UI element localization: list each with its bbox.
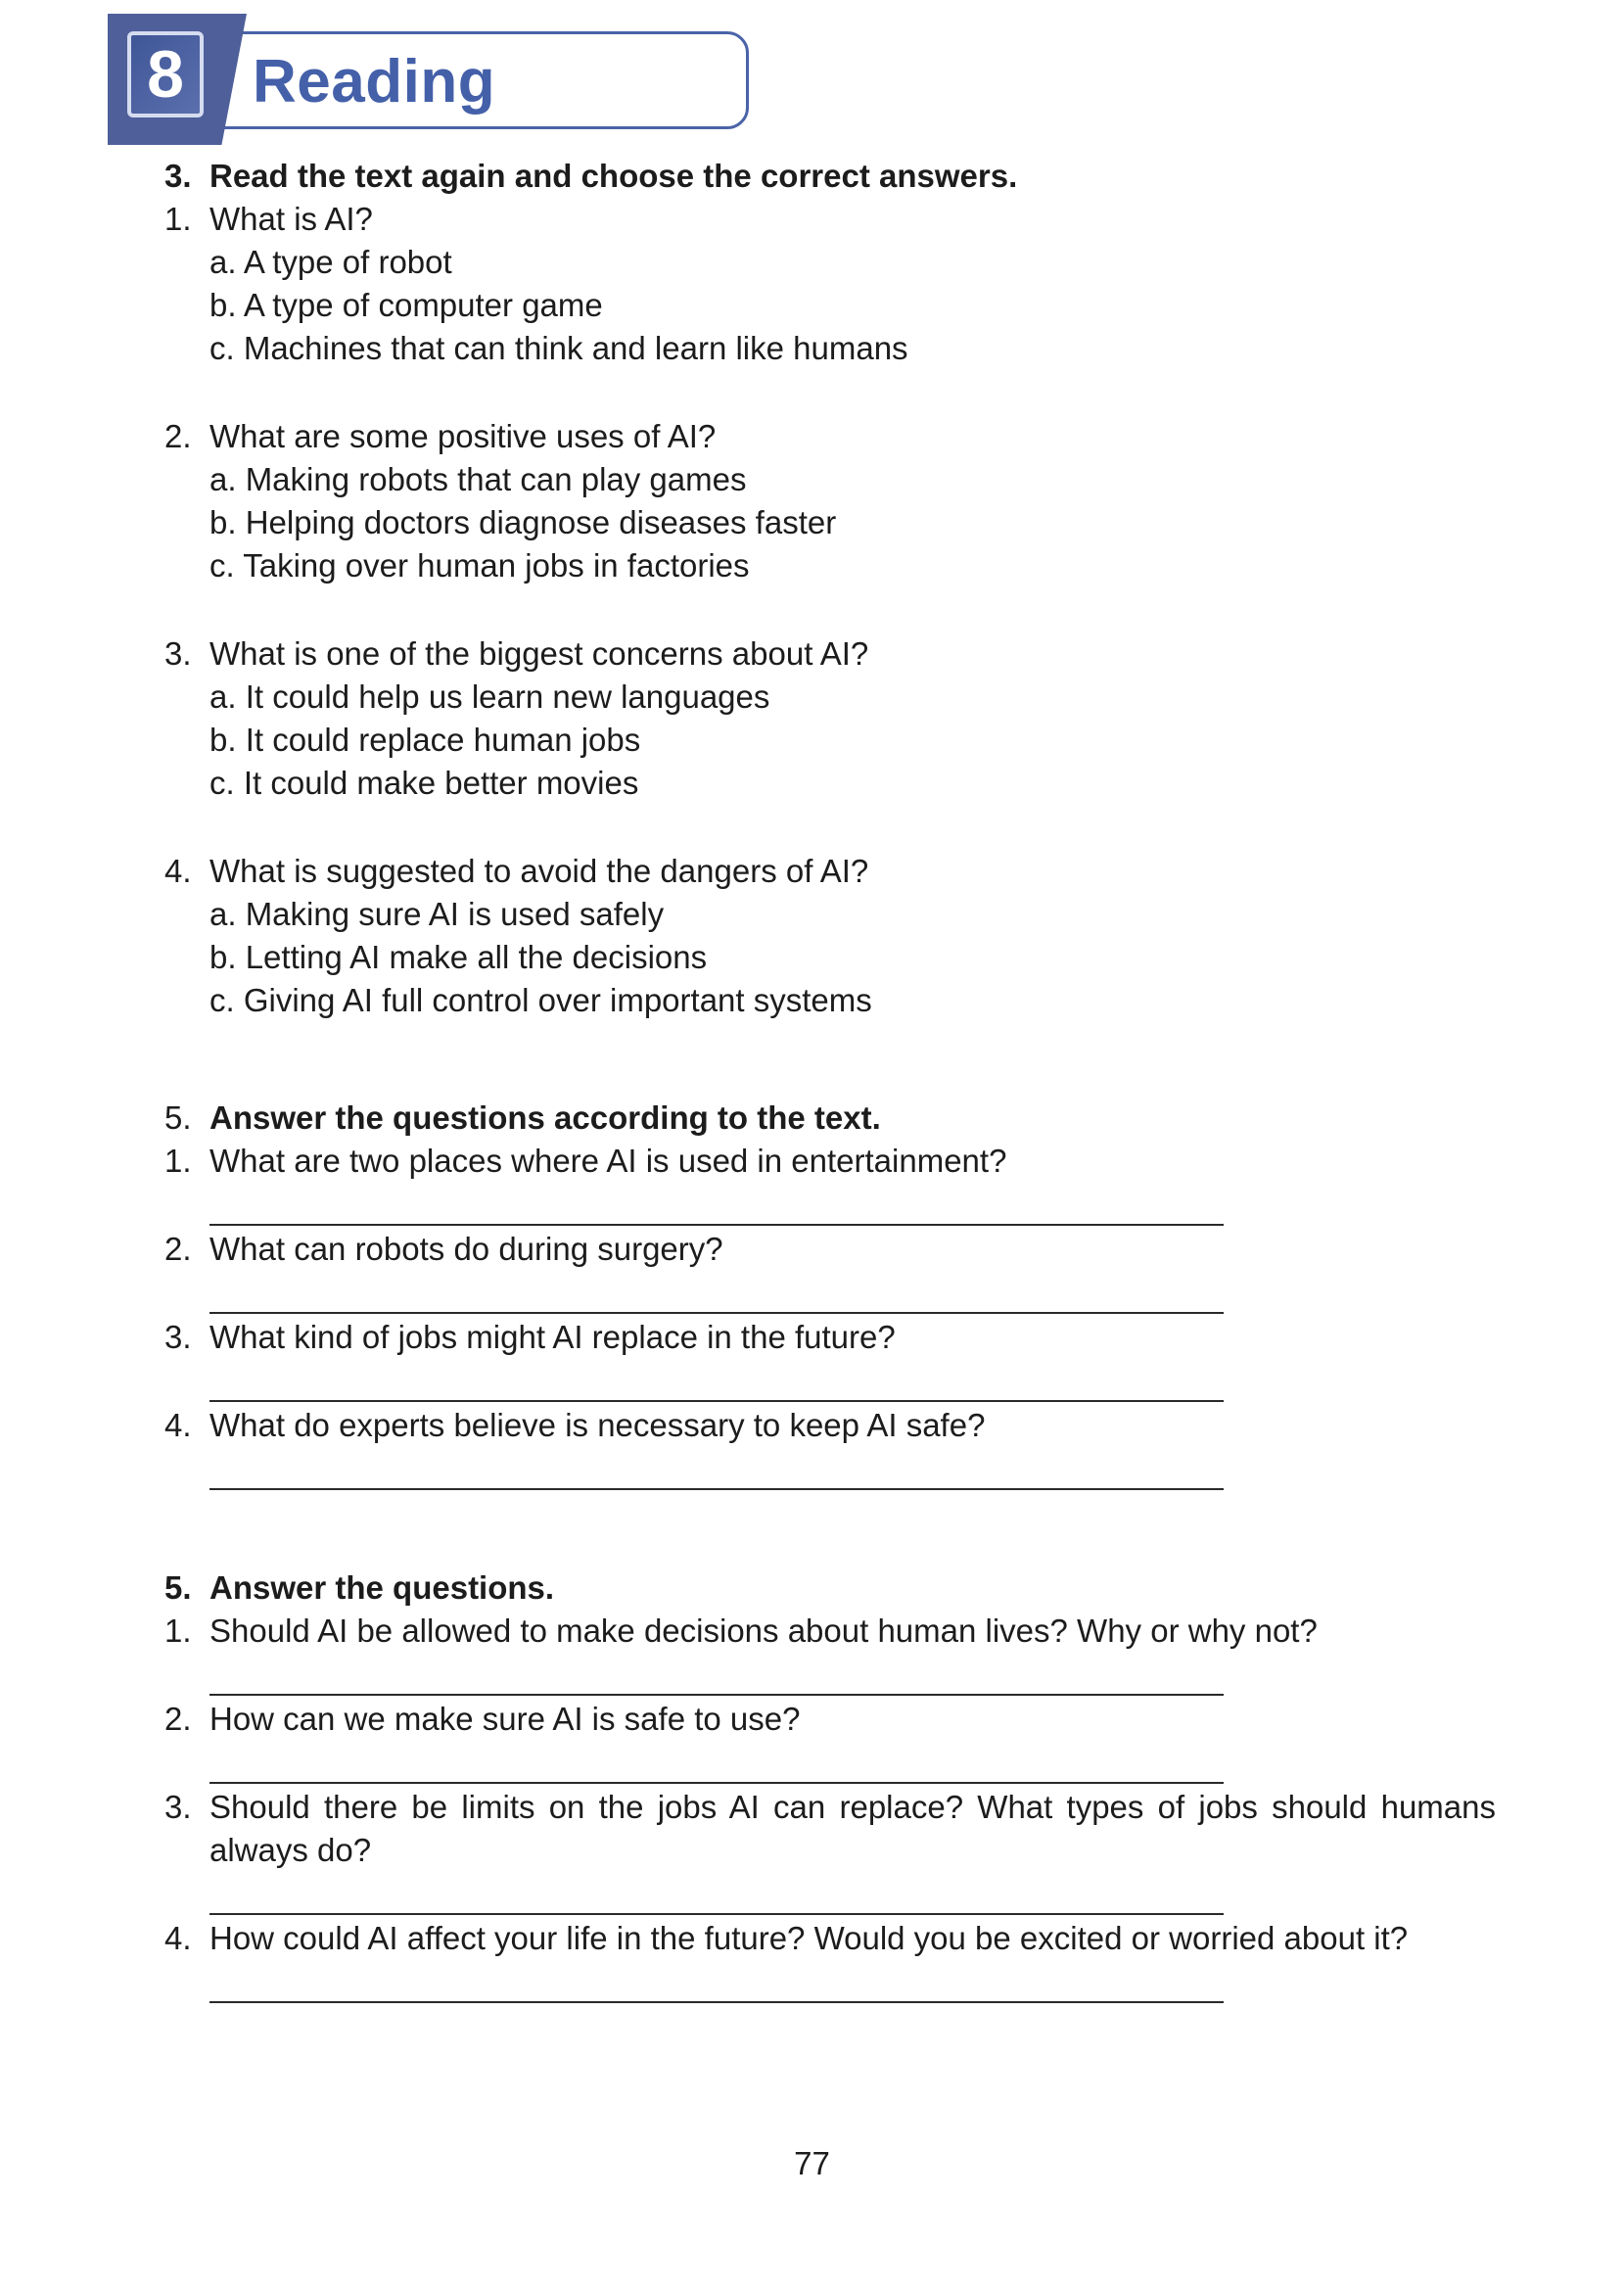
- answer-line[interactable]: [209, 1872, 1224, 1915]
- question: [164, 1917, 1496, 1960]
- answer-option[interactable]: a. A type of robot: [209, 244, 452, 280]
- answer-option[interactable]: a. It could help us learn new languages: [209, 678, 770, 715]
- question-number: 4.: [164, 1920, 192, 1956]
- question-number: 2.: [164, 418, 192, 454]
- question-text: How can we make sure AI is safe to use?: [209, 1701, 801, 1737]
- answer-line[interactable]: [209, 1183, 1224, 1226]
- question-text: What are two places where AI is used in entertainment?: [209, 1143, 1007, 1179]
- question-number: 4.: [164, 1407, 192, 1443]
- question-number: 3.: [164, 635, 192, 672]
- answer-option[interactable]: a. Making robots that can play games: [209, 461, 747, 497]
- question-text: What can robots do during surgery?: [209, 1231, 723, 1267]
- question-number: 2.: [164, 1231, 192, 1267]
- section-heading: [164, 1097, 1496, 1140]
- question-number: 1.: [164, 1143, 192, 1179]
- unit-header: [108, 14, 754, 145]
- question-number: 3.: [164, 1319, 192, 1355]
- question: [164, 1140, 1496, 1183]
- question-text: What do experts believe is necessary to keep AI safe?: [209, 1407, 986, 1443]
- page-number: 77: [794, 2145, 830, 2181]
- worksheet-content: [164, 155, 1496, 2005]
- answer-line[interactable]: [209, 1271, 1224, 1314]
- question: [164, 1610, 1496, 1653]
- section-number: 5.: [164, 1569, 192, 1606]
- section-heading-text: Answer the questions.: [209, 1569, 555, 1606]
- answer-option[interactable]: c. Machines that can think and learn like humans: [209, 330, 908, 366]
- question-text: Should there be limits on the jobs AI can replace? What types of jobs should humans always do?: [209, 1789, 1496, 1868]
- answer-option[interactable]: b. It could replace human jobs: [209, 722, 641, 758]
- question-text: What are some positive uses of AI?: [209, 418, 717, 454]
- answer-option[interactable]: b. A type of computer game: [209, 287, 603, 323]
- section-heading: [164, 1566, 1496, 1610]
- answer-option[interactable]: c. Giving AI full control over important systems: [209, 982, 872, 1018]
- question-block: [164, 415, 1496, 587]
- question: [164, 1404, 1496, 1447]
- question-number: 3.: [164, 1789, 192, 1825]
- question-number: 4.: [164, 853, 192, 889]
- answer-line[interactable]: [209, 1359, 1224, 1402]
- question-block: [164, 198, 1496, 370]
- question: [164, 1228, 1496, 1271]
- question-number: 1.: [164, 201, 192, 237]
- question-text: What kind of jobs might AI replace in the future?: [209, 1319, 896, 1355]
- question-block: [164, 632, 1496, 805]
- section-multiple-choice: [164, 155, 1496, 1022]
- answer-option[interactable]: a. Making sure AI is used safely: [209, 896, 665, 932]
- question: [164, 850, 1496, 893]
- question-text: What is suggested to avoid the dangers of AI?: [209, 853, 869, 889]
- question-block: [164, 850, 1496, 1022]
- question: [164, 1698, 1496, 1741]
- section-heading-text: Answer the questions according to the text.: [209, 1099, 881, 1136]
- unit-number: 8: [147, 37, 184, 112]
- section-text-questions: [164, 1097, 1496, 1490]
- page-title: Reading: [253, 48, 496, 116]
- answer-option[interactable]: c. It could make better movies: [209, 765, 639, 801]
- question: [164, 632, 1496, 676]
- section-number: 5.: [164, 1099, 192, 1136]
- question: [164, 1786, 1496, 1872]
- section-spacer: [164, 1492, 1496, 1566]
- answer-option[interactable]: b. Helping doctors diagnose diseases faster: [209, 504, 837, 540]
- answer-line[interactable]: [209, 1960, 1224, 2003]
- answer-line[interactable]: [209, 1653, 1224, 1696]
- question: [164, 198, 1496, 241]
- question: [164, 1316, 1496, 1359]
- section-heading-text: Read the text again and choose the correct answers.: [209, 158, 1018, 194]
- section-open-questions: [164, 1566, 1496, 2003]
- answer-line[interactable]: [209, 1741, 1224, 1784]
- section-heading: [164, 155, 1496, 198]
- question-number: 2.: [164, 1701, 192, 1737]
- question-text: What is one of the biggest concerns about AI?: [209, 635, 869, 672]
- answer-option[interactable]: c. Taking over human jobs in factories: [209, 547, 750, 584]
- question: [164, 415, 1496, 458]
- answer-option[interactable]: b. Letting AI make all the decisions: [209, 939, 708, 975]
- question-number: 1.: [164, 1613, 192, 1649]
- question-text: How could AI affect your life in the future? Would you be excited or worried about it?: [209, 1920, 1409, 1956]
- question-text: Should AI be allowed to make decisions about human lives? Why or why not?: [209, 1613, 1318, 1649]
- answer-line[interactable]: [209, 1447, 1224, 1490]
- question-text: What is AI?: [209, 201, 373, 237]
- section-spacer: [164, 1022, 1496, 1097]
- section-number: 3.: [164, 158, 192, 194]
